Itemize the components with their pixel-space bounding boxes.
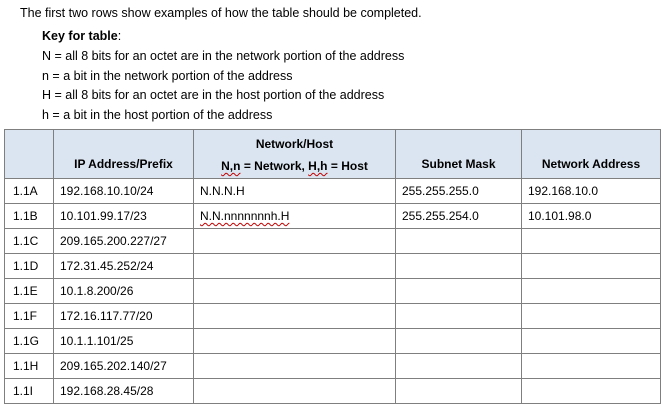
row-id: 1.1G	[5, 329, 54, 354]
header-ip-address: IP Address/Prefix	[54, 130, 194, 179]
row-id: 1.1H	[5, 354, 54, 379]
ip-prefix-cell: 192.168.28.45/28	[54, 379, 194, 404]
key-list	[42, 47, 404, 125]
ip-prefix-cell: 209.165.200.227/27	[54, 229, 194, 254]
subnet-mask-cell[interactable]: 255.255.255.0	[396, 179, 522, 204]
row-id: 1.1A	[5, 179, 54, 204]
header-mid-text: = Network,	[240, 159, 309, 173]
instructions-text: The first two rows show examples of how the table should be completed.	[20, 6, 422, 20]
row-id: 1.1B	[5, 204, 54, 229]
network-host-cell[interactable]	[194, 329, 396, 354]
table-row	[5, 354, 661, 379]
subnet-mask-cell[interactable]	[396, 379, 522, 404]
subnet-mask-cell[interactable]	[396, 254, 522, 279]
key-title-label: Key for table	[42, 29, 118, 43]
network-address-cell[interactable]	[522, 279, 661, 304]
subnet-mask-cell[interactable]	[396, 229, 522, 254]
network-address-cell[interactable]	[522, 329, 661, 354]
table-row	[5, 204, 661, 229]
network-host-cell[interactable]	[194, 254, 396, 279]
ip-address-table	[4, 129, 661, 404]
header-subnet-mask: Subnet Mask	[396, 130, 522, 179]
ip-prefix-cell: 209.165.202.140/27	[54, 354, 194, 379]
table-row	[5, 304, 661, 329]
header-hh-text: H,h	[308, 159, 328, 173]
row-id: 1.1I	[5, 379, 54, 404]
table-header-row	[5, 130, 661, 179]
header-end-text: = Host	[327, 159, 368, 173]
table-row	[5, 229, 661, 254]
key-title	[42, 28, 121, 45]
network-address-cell[interactable]	[522, 304, 661, 329]
subnet-mask-cell[interactable]	[396, 354, 522, 379]
network-host-cell[interactable]	[194, 204, 396, 229]
ip-prefix-cell: 172.31.45.252/24	[54, 254, 194, 279]
table-row	[5, 179, 661, 204]
header-network-host-legend	[200, 158, 389, 174]
network-address-cell[interactable]: 10.101.98.0	[522, 204, 661, 229]
network-host-cell[interactable]	[194, 304, 396, 329]
network-host-cell[interactable]	[194, 379, 396, 404]
ip-prefix-cell: 10.101.99.17/23	[54, 204, 194, 229]
table-row	[5, 379, 661, 404]
network-host-cell[interactable]	[194, 279, 396, 304]
row-id: 1.1D	[5, 254, 54, 279]
network-address-cell[interactable]	[522, 354, 661, 379]
key-line-n: n = a bit in the network portion of the address	[42, 68, 293, 83]
row-id: 1.1F	[5, 304, 54, 329]
header-row-label	[5, 130, 54, 179]
header-network-address: Network Address	[522, 130, 661, 179]
ip-prefix-cell: 10.1.8.200/26	[54, 279, 194, 304]
table-row	[5, 329, 661, 354]
ip-prefix-cell: 10.1.1.101/25	[54, 329, 194, 354]
subnet-mask-cell[interactable]	[396, 329, 522, 354]
table-row	[5, 254, 661, 279]
header-network-host	[194, 130, 396, 179]
ip-prefix-cell: 172.16.117.77/20	[54, 304, 194, 329]
ip-prefix-cell: 192.168.10.10/24	[54, 179, 194, 204]
subnet-mask-cell[interactable]: 255.255.254.0	[396, 204, 522, 229]
network-host-cell[interactable]: N.N.N.H	[194, 179, 396, 204]
network-host-cell[interactable]	[194, 354, 396, 379]
network-address-cell[interactable]	[522, 254, 661, 279]
network-host-value: N.N.nnnnnnnh.H	[200, 209, 290, 223]
subnet-mask-cell[interactable]	[396, 279, 522, 304]
row-id: 1.1E	[5, 279, 54, 304]
key-line-h: h = a bit in the host portion of the address	[42, 107, 273, 122]
row-id: 1.1C	[5, 229, 54, 254]
key-line-H: H = all 8 bits for an octet are in the host portion of the address	[42, 88, 385, 102]
network-address-cell[interactable]: 192.168.10.0	[522, 179, 661, 204]
header-nn-text: N,n	[221, 159, 241, 173]
subnet-mask-cell[interactable]	[396, 304, 522, 329]
key-title-colon: :	[117, 29, 122, 43]
table-row	[5, 279, 661, 304]
network-address-cell[interactable]	[522, 379, 661, 404]
network-address-cell[interactable]	[522, 229, 661, 254]
network-host-cell[interactable]	[194, 229, 396, 254]
key-line-N: N = all 8 bits for an octet are in the network portion of the address	[42, 49, 405, 63]
header-network-host-title: Network/Host	[255, 137, 334, 151]
